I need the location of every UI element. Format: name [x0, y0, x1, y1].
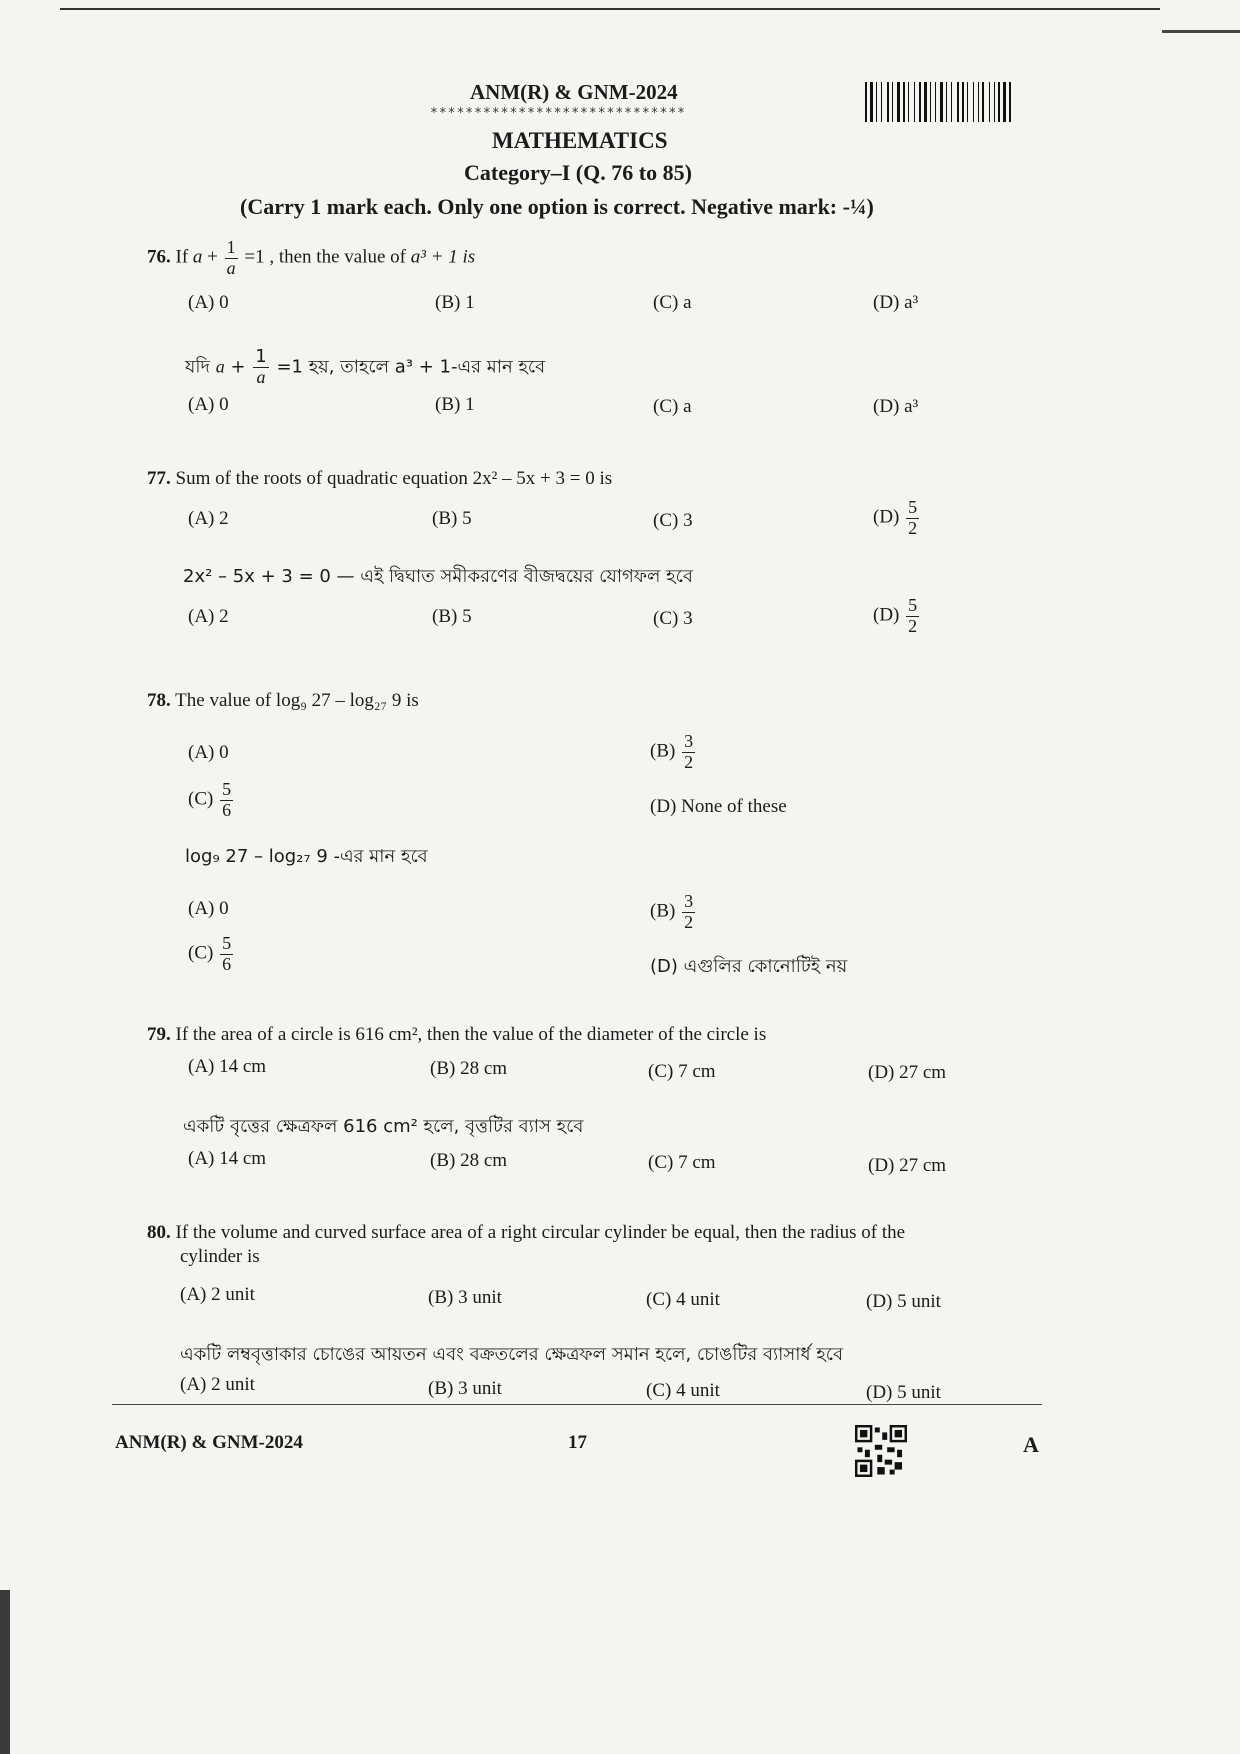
- q76-bengali-text: যদি a + $\frac{1}{a}$ =1 হয়, তাহলে a³ + 1-এর মান হবে: [185, 346, 546, 387]
- q76-option-c: (C) a: [653, 292, 692, 313]
- q78-bengali-option-c: (C) $\frac{5}{6}$: [188, 933, 232, 974]
- exam-title: ANM(R) & GNM-2024: [470, 80, 678, 104]
- scan-edge-left: [0, 1590, 10, 1754]
- q78-option-c: (C) $\frac{5}{6}$: [188, 779, 232, 820]
- q79-bengali-option-b: (B) 28 cm: [430, 1150, 508, 1171]
- marking-instructions: (Carry 1 mark each. Only one option is correct. Negative mark: -¼): [240, 194, 874, 219]
- question-76: 76. If a + $\frac{1}{a}$ =1 , then the value of a³ + 1 is: [147, 237, 476, 278]
- category-line: Category–I (Q. 76 to 85): [464, 160, 692, 185]
- q80-option-a: (A) 2 unit: [180, 1284, 255, 1305]
- q76-bengali-option-a: (A) 0: [188, 394, 229, 415]
- q77-bengali-text: 2x² – 5x + 3 = 0 — এই দ্বিঘাত সমীকরণের বীজদ্বয়ের যোগফল হবে: [183, 566, 693, 587]
- q76-bengali-option-c: (C) a: [653, 396, 692, 417]
- page-number: 17: [568, 1432, 587, 1453]
- scan-edge-right: [1162, 0, 1240, 33]
- question-set-letter: A: [1023, 1432, 1039, 1457]
- q76-option-d: (D) a³: [873, 292, 919, 313]
- q77-bengali-option-c: (C) 3: [653, 608, 693, 629]
- q80-bengali-option-a: (A) 2 unit: [180, 1374, 255, 1395]
- subject-title: MATHEMATICS: [492, 128, 668, 153]
- q78-bengali-text: log₉ 27 – log₂₇ 9 -এর মান হবে: [185, 846, 428, 867]
- q79-bengali-option-a: (A) 14 cm: [188, 1148, 267, 1169]
- q80-option-d: (D) 5 unit: [866, 1291, 941, 1312]
- q78-bengali-option-d: (D) এগুলির কোনোটিই নয়: [650, 956, 848, 977]
- q76-option-b: (B) 1: [435, 292, 475, 313]
- qr-code-icon: [855, 1425, 907, 1477]
- q76-option-a: (A) 0: [188, 292, 229, 313]
- q77-option-c: (C) 3: [653, 510, 693, 531]
- q80-bengali-option-d: (D) 5 unit: [866, 1382, 941, 1403]
- q76-bengali-option-d: (D) a³: [873, 396, 919, 417]
- q80-bengali-text: একটি লম্ববৃত্তাকার চোঙের আয়তন এবং বক্রতলের ক্ষেত্রফল সমান হলে, চোঙটির ব্যাসার্ধ হবে: [180, 1344, 844, 1365]
- q80-option-b: (B) 3 unit: [428, 1287, 502, 1308]
- q79-bengali-text: একটি বৃত্তের ক্ষেত্রফল 616 cm² হলে, বৃত্তটির ব্যাস হবে: [183, 1116, 584, 1137]
- question-80-line-2: cylinder is: [180, 1246, 260, 1267]
- q77-bengali-option-a: (A) 2: [188, 606, 229, 627]
- question-80: 80. If the volume and curved surface area of a right circular cylinder be equal, then the radius of the: [147, 1222, 906, 1243]
- q79-option-d: (D) 27 cm: [868, 1062, 947, 1083]
- q79-bengali-option-d: (D) 27 cm: [868, 1155, 947, 1176]
- q79-bengali-option-c: (C) 7 cm: [648, 1152, 716, 1173]
- footer-exam-title: ANM(R) & GNM-2024: [115, 1432, 303, 1453]
- barcode-image: [865, 82, 1065, 122]
- q79-option-a: (A) 14 cm: [188, 1056, 267, 1077]
- q77-option-a: (A) 2: [188, 508, 229, 529]
- q77-bengali-option-b: (B) 5: [432, 606, 472, 627]
- scan-edge-top: [60, 8, 1160, 10]
- q80-option-c: (C) 4 unit: [646, 1289, 720, 1310]
- q76-bengali-option-b: (B) 1: [435, 394, 475, 415]
- question-77: 77. Sum of the roots of quadratic equation 2x² – 5x + 3 = 0 is: [147, 468, 613, 489]
- header-stars: *****************************: [430, 106, 686, 121]
- q78-option-b: (B) $\frac{3}{2}$: [650, 731, 694, 772]
- q79-option-c: (C) 7 cm: [648, 1061, 716, 1082]
- q78-bengali-option-a: (A) 0: [188, 898, 229, 919]
- q78-option-d: (D) None of these: [650, 796, 787, 817]
- q77-option-d: (D) $\frac{5}{2}$: [873, 497, 918, 538]
- q77-option-b: (B) 5: [432, 508, 472, 529]
- q77-bengali-option-d: (D) $\frac{5}{2}$: [873, 595, 918, 636]
- question-79: 79. If the area of a circle is 616 cm², then the value of the diameter of the circle is: [147, 1024, 767, 1045]
- question-78: 78. The value of log₉ 27 – log₂₇ 9 is: [147, 690, 419, 711]
- q80-bengali-option-b: (B) 3 unit: [428, 1378, 502, 1399]
- q78-bengali-option-b: (B) $\frac{3}{2}$: [650, 891, 694, 932]
- footer-divider: [112, 1404, 1042, 1405]
- q79-option-b: (B) 28 cm: [430, 1058, 508, 1079]
- q80-bengali-option-c: (C) 4 unit: [646, 1380, 720, 1401]
- q78-option-a: (A) 0: [188, 742, 229, 763]
